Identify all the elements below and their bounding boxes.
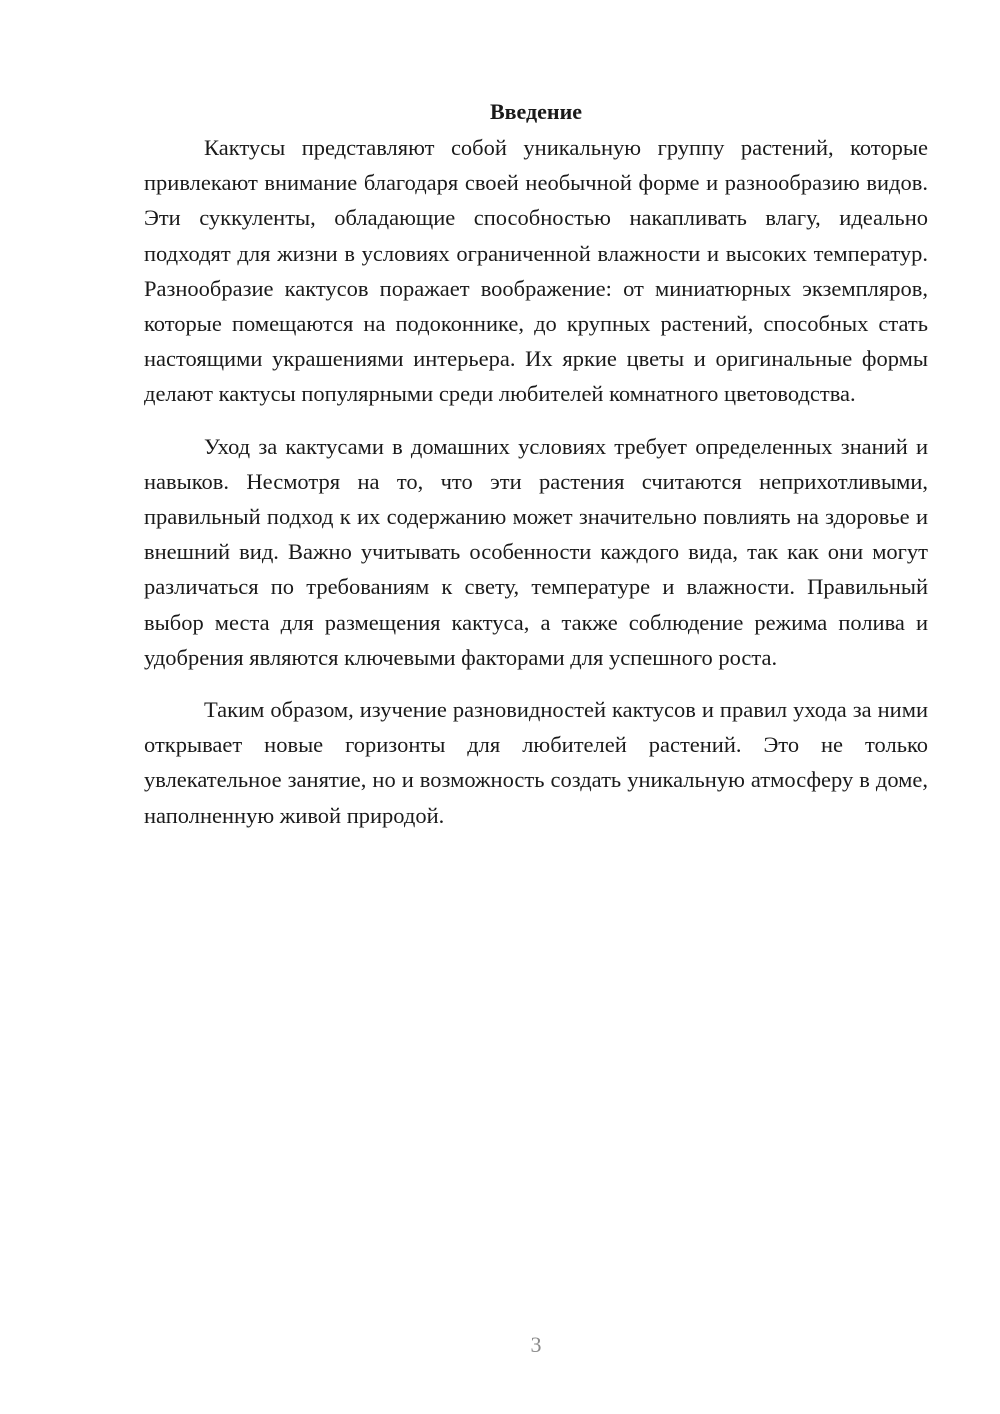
paragraph-3: Таким образом, изучение разновидностей кактусов и правил ухода за ними открывает новые горизонты для любителей растений. Это не только увлекательное занятие, но и возможность создать уникальную атмосферу в доме, наполненную живой природой. bbox=[144, 697, 928, 828]
page-title: Введение bbox=[489, 99, 583, 124]
page-body bbox=[144, 94, 928, 850]
page-number: 3 bbox=[530, 1332, 542, 1357]
paragraph-1: Кактусы представляют собой уникальную группу растений, которые привлекают внимание благодаря своей необычной форме и разнообразию видов. Эти суккуленты, обладающие способностью накапливать влагу, идеально подходят для жизни в условиях ограниченной влажности и высоких температур. Разнообразие кактусов поражает воображение: от миниатюрных экземпляров, которые помещаются на подоконнике, до крупных растений, способных стать настоящими украшениями интерьера. Их яркие цветы и оригинальные формы делают кактусы популярными среди любителей комнатного цветоводства. bbox=[144, 135, 928, 407]
paragraph-2: Уход за кактусами в домашних условиях требует определенных знаний и навыков. Несмотря на то, что эти растения считаются неприхотливыми, правильный подход к их содержанию может значительно повлиять на здоровье и внешний вид. Важно учитывать особенности каждого вида, так как они могут различаться по требованиям к свету, температуре и влажности. Правильный выбор места для размещения кактуса, а также соблюдение режима полива и удобрения являются ключевыми факторами для успешного роста. bbox=[144, 433, 928, 670]
